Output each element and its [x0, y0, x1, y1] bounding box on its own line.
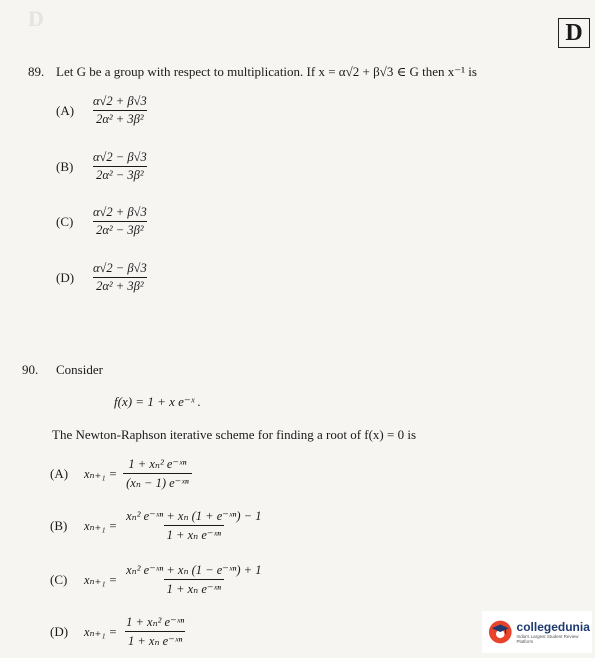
collegedunia-watermark[interactable]	[482, 611, 592, 653]
option-label: (A)	[56, 102, 75, 118]
option-label: (D)	[50, 623, 69, 639]
question-89-stem: Let G be a group with respect to multiplication. If x = α√2 + β√3 ∈ G then x⁻¹ is	[56, 64, 477, 79]
q90-option-c	[50, 562, 264, 597]
iteration-lhs: xₙ₊₁ =	[84, 624, 118, 639]
function-definition: f(x) = 1 + x e⁻ˣ .	[114, 394, 201, 409]
option-fraction	[123, 508, 264, 543]
question-90-number: 90.	[22, 362, 39, 377]
fraction-denominator: 1 + xₙ e⁻ˣⁿ	[164, 525, 224, 543]
graduate-cap-icon	[488, 619, 513, 645]
question-90-intro: Consider	[56, 362, 103, 377]
option-fraction	[123, 562, 264, 597]
set-code: D	[565, 19, 583, 46]
fraction-numerator: 1 + xₙ² e⁻ˣⁿ	[128, 457, 187, 471]
q90-option-d	[50, 614, 187, 649]
option-fraction	[123, 614, 187, 649]
watermark-text	[517, 620, 592, 644]
q89-option-d	[56, 261, 150, 294]
iteration-lhs: xₙ₊₁ =	[84, 466, 118, 481]
q89-option-b	[56, 150, 150, 183]
option-label: (C)	[50, 571, 68, 587]
question-89-number: 89.	[28, 64, 45, 79]
option-fraction	[90, 150, 150, 183]
fraction-denominator: 2α² + 3β²	[93, 110, 146, 127]
iteration-lhs: xₙ₊₁ =	[84, 572, 118, 587]
q90-option-b	[50, 508, 264, 543]
option-label: (C)	[56, 213, 74, 229]
watermark-name: collegedunia	[516, 620, 590, 634]
q89-option-c	[56, 205, 150, 238]
bleed-through-code: D	[28, 6, 46, 31]
option-label: (B)	[50, 517, 68, 533]
iteration-lhs: xₙ₊₁ =	[84, 518, 118, 533]
fraction-numerator: α√2 + β√3	[93, 205, 147, 219]
fraction-numerator: α√2 − β√3	[93, 261, 147, 275]
option-label: (A)	[50, 465, 69, 481]
q90-option-a	[50, 456, 192, 491]
fraction-numerator: 1 + xₙ² e⁻ˣⁿ	[126, 615, 185, 629]
option-label: (B)	[56, 158, 74, 174]
fraction-denominator: 1 + xₙ e⁻ˣⁿ	[164, 579, 224, 597]
fraction-denominator: (xₙ − 1) e⁻ˣⁿ	[123, 473, 192, 491]
set-code-box	[558, 18, 590, 48]
fraction-denominator: 2α² − 3β²	[93, 166, 146, 183]
fraction-numerator: α√2 − β√3	[93, 150, 147, 164]
option-fraction	[90, 94, 150, 127]
fraction-numerator: xₙ² e⁻ˣⁿ + xₙ (1 + e⁻ˣⁿ) − 1	[126, 509, 262, 523]
option-label: (D)	[56, 269, 75, 285]
watermark-tagline: India's Largest Student Review Platform	[516, 634, 579, 644]
fraction-numerator: α√2 + β√3	[93, 94, 147, 108]
fraction-denominator: 2α² − 3β²	[93, 221, 146, 238]
fraction-numerator: xₙ² e⁻ˣⁿ + xₙ (1 − e⁻ˣⁿ) + 1	[126, 563, 262, 577]
option-fraction	[123, 456, 192, 491]
fraction-denominator: 1 + xₙ e⁻ˣⁿ	[125, 631, 185, 649]
option-fraction	[90, 205, 150, 238]
fraction-denominator: 2α² + 3β²	[93, 277, 146, 294]
option-fraction	[90, 261, 150, 294]
question-90-stem: The Newton-Raphson iterative scheme for finding a root of f(x) = 0 is	[52, 427, 417, 442]
q89-option-a	[56, 94, 150, 127]
